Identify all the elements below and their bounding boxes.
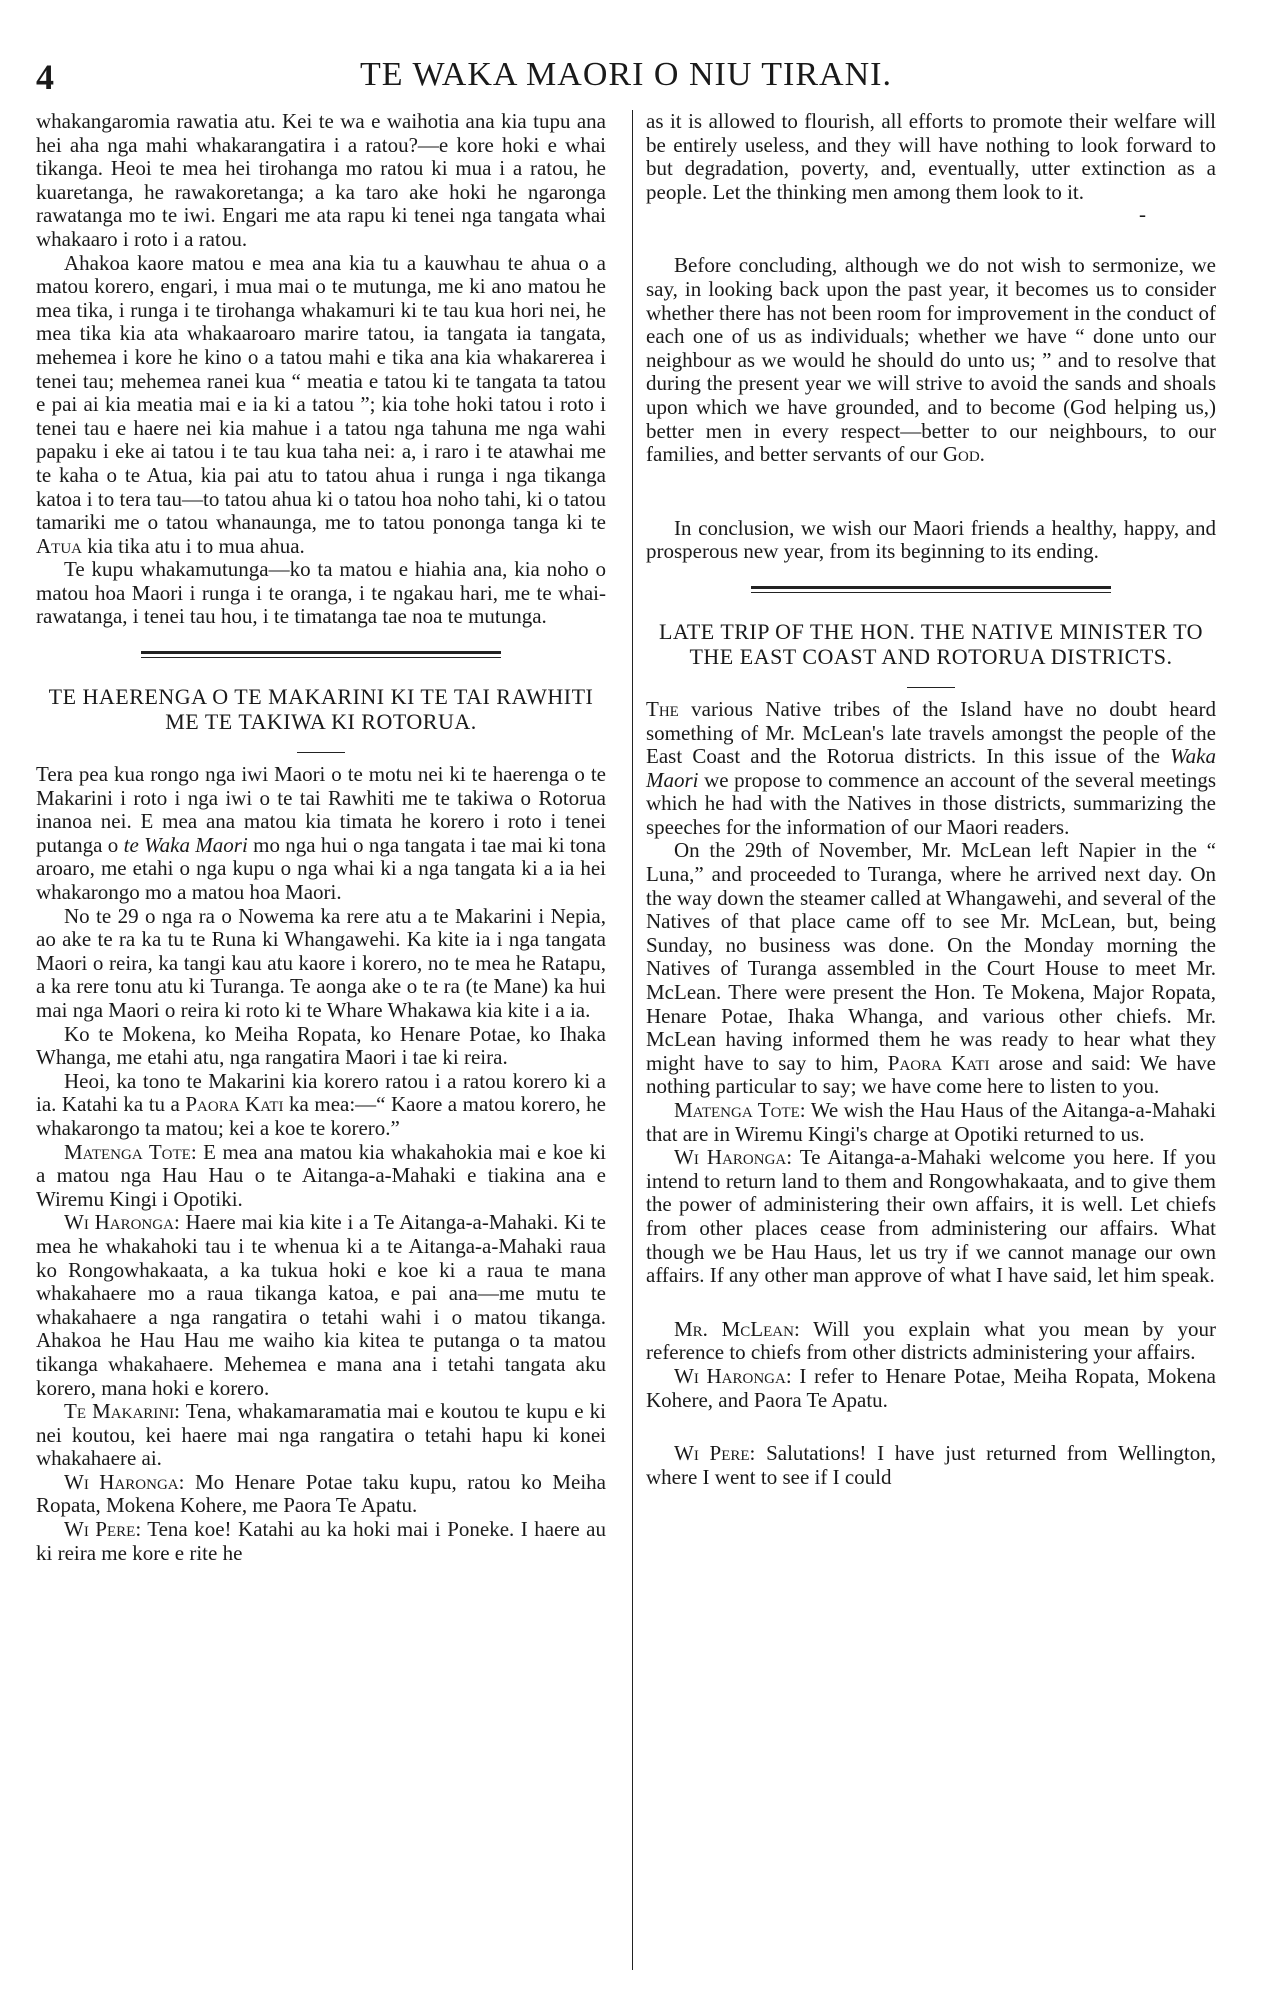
masthead-title: TE WAKA MAORI O NIU TIRANI. — [360, 56, 892, 93]
paragraph: No te 29 o nga ra o Nowema ka rere atu a te Makarini i Nepia, ao ake te ra ka tu te Runa ki Whangawehi. Ka kite ia i nga tangata Maori o reira, ka tangi kau atu kaore i korero, no te mea he Ratapu, a ka rere tonu atu ki Turanga. Te aonga ake o te ra (te Mane) ka hui mai nga Maori o reira ki roto ki te Whare Whakawa kia kite i a ia. — [36, 903, 606, 1022]
section-divider — [141, 651, 501, 658]
speech-paragraph: Matenga Tote: E mea ana matou kia whakahokia mai e koe ki a matou nga Hau Hau o te Aitanga-a-Mahaki e tiakina ana e Wiremu Kingi i Opotiki. — [36, 1139, 606, 1211]
paragraph: Heoi, ka tono te Makarini kia korero ratou i a ratou korero ki a ia. Katahi ka tu a Paora Kati ka mea:—“ Kaore a matou korero, he whakarongo ta matou; kei a koe te korero.” — [36, 1068, 606, 1140]
section-divider — [751, 586, 1111, 593]
speech-paragraph: Wi Haronga: I refer to Henare Potae, Meiha Ropata, Mokena Kohere, and Paora Te Apatu. — [646, 1363, 1216, 1412]
heading-rule — [907, 687, 955, 688]
dash-mark: - — [1139, 202, 1146, 227]
paragraph: as it is allowed to flourish, all efforts to promote their welfare will be entirely useless, and they will have nothing to look forward to but degradation, poverty, and, eventually, utter extinction as a people. Let the thinking men among them look to it. — [646, 109, 1216, 204]
page-header — [36, 52, 1216, 102]
spacer — [646, 1288, 1216, 1318]
left-column — [36, 110, 606, 1565]
spacer — [646, 467, 1216, 517]
speech-paragraph: Wi Haronga: Te Aitanga-a-Mahaki welcome you here. If you intend to return land to them and Rongowhakaata, and to give them the power of administering their own affairs, it is well. Let chiefs from other places cease from administering our affairs. What though we be Hau Haus, let us try if we cannot manage our own affairs. If any other man approve of what I have said, let him speak. — [646, 1145, 1216, 1288]
paragraph: Ko te Mokena, ko Meiha Ropata, ko Henare Potae, ko Ihaka Whanga, me etahi atu, nga rangatira Maori i tae ki reira. — [36, 1021, 606, 1070]
article-heading: TE HAERENGA O TE MAKARINI KI TE TAI RAWHITI ME TE TAKIWA KI ROTORUA. — [48, 684, 594, 735]
speech-paragraph: Wi Haronga: Haere mai kia kite i a Te Aitanga-a-Mahaki. Ki te mea he whakahoki tau i te whenua ki a te Aitanga-a-Mahaki raua ko Rongowhakaata, a ka tukua hoki e koe ki a raua te mana whakahaere mo a raua tikanga katoa, e pai ana—me mutu te whakahaere a nga rangatira o tetahi wahi i o matou tikanga. Ahakoa he Hau Hau me waiho kia kitea te putanga o ta matou tikanga whakahaere. Mehemea e mana ana i tetahi tangata aku korero, mana hoki e korero. — [36, 1210, 606, 1400]
right-column — [646, 110, 1216, 1489]
column-divider — [632, 110, 633, 1970]
paragraph: On the 29th of November, Mr. McLean left Napier in the “ Luna,” and proceeded to Turanga, where he arrived next day. On the way down the steamer called at Whangawehi, and several of the Natives of that place came off to see Mr. McLean, but, being Sunday, no business was done. On the Monday morning the Natives of Turanga assembled in the Court House to meet Mr. McLean. There were present the Hon. Te Mokena, Major Ropata, Henare Potae, Ihaka Whanga, and various other chiefs. Mr. McLean having informed them he was ready to hear what they might have to say to him, Paora Kati arose and said: We have nothing particular to say; we have come here to listen to you. — [646, 838, 1216, 1099]
speech-paragraph: Wi Haronga: Mo Henare Potae taku kupu, ratou ko Meiha Ropata, Mokena Kohere, me Paora Te Apatu. — [36, 1469, 606, 1518]
speech-paragraph: Te Makarini: Tena, whakamaramatia mai e koutou te kupu e ki nei koutou, kei haere mai nga rangatira o tetahi hapu ki konei whakahaere ai. — [36, 1399, 606, 1471]
speech-paragraph: Matenga Tote: We wish the Hau Haus of the Aitanga-a-Mahaki that are in Wiremu Kingi's charge at Opotiki returned to us. — [646, 1098, 1216, 1146]
paragraph: Te kupu whakamutunga—ko ta matou e hiahia ana, kia noho o matou hoa Maori i runga i te oranga, i te ngakau hari, me te whai-rawatanga, i tenei tau hou, i te timatanga tae noa te mutunga. — [36, 557, 606, 629]
article-heading: LATE TRIP OF THE HON. THE NATIVE MINISTER TO THE EAST COAST AND ROTORUA DISTRICTS. — [658, 618, 1204, 669]
paragraph: Tera pea kua rongo nga iwi Maori o te motu nei ki te haerenga o te Makarini i roto i nga iwi o te tai Rawhiti me te takiwa o Rotorua inanoa nei. E mea ana matou kia timata he korero i roto i tenei putanga o te Waka Maori mo nga hui o nga tangata i tae mai ki tona aroaro, me etahi o nga kupu o nga whai ki a nga tangata ki a ia hei whakarongo mo a matou hoa Maori. — [36, 762, 607, 905]
spacer — [646, 1412, 1216, 1442]
paragraph: whakangaromia rawatia atu. Kei te wa e waihotia ana kia tupu ana hei aha nga mahi whakarangatira i a ratou?—e kore hoki e whai tikanga. Heoi te mea hei tirohanga mo ratou ki mua i a ratou, he kuaretanga, he rawakoretanga; a ka taro ake hoki he ngaronga rawatanga mo te iwi. Engari me ata rapu ki tenei nga tangata whai whakaaro i roto i a ratou. — [36, 109, 606, 251]
page-number: 4 — [36, 57, 54, 97]
paragraph: The various Native tribes of the Island have no doubt heard something of Mr. McLean's late travels amongst the people of the East Coast and the Rotorua districts. In this issue of the Waka Maori we propose to commence an account of the several meetings which he had with the Natives in those districts, summarizing the speeches for the information of our Maori readers. — [646, 696, 1216, 839]
speech-paragraph: Mr. McLean: Will you explain what you mean by your reference to chiefs from other districts administering your affairs. — [646, 1316, 1216, 1365]
paragraph: Ahakoa kaore matou e mea ana kia tu a kauwhau te ahua o a matou korero, engari, i mua mai o te mutunga, me ki ano matou he mea tika, i runga i te tirohanga whakamuri ki te tau kua hori nei, he mea tika kia ata whakaaroaro marire tatou, ia tangata ia tangata, mehemea i kore he kino o a tatou mahi e tika ana kia whakarerea i tenei tau; mehemea ranei kua “ meatia e tatou ki te tangata ta tatou e pai ai kia meatia mai e ia ki a tatou ”; kia tohe hoki tatou i roto i tenei tau e haere nei kia mahue i a tatou nga tahuna me nga wahi papaku i eke ai tatou i te tau kua taha nei: a, i raro i te atawhai me te kaha o te Atua, kia pai atu to tatou ahua i runga i nga tikanga katoa i to tera tau—to tatou ahua ki o tatou hoa noho tahi, ki o tatou tamariki me o tatou whanaunga, me to tatou pononga tanga ki te Atua kia tika atu i to mua ahua. — [36, 250, 606, 558]
speech-paragraph: Wi Pere: Salutations! I have just returned from Wellington, where I went to see if I could — [646, 1441, 1216, 1489]
speech-paragraph: Wi Pere: Tena koe! Katahi au ka hoki mai i Poneke. I haere au ki reira me kore e rite he — [36, 1517, 606, 1565]
paragraph: In conclusion, we wish our Maori friends a healthy, happy, and prosperous new year, from its beginning to its ending. — [646, 515, 1216, 564]
heading-rule — [297, 752, 345, 753]
spacer — [646, 224, 1216, 254]
paragraph: Before concluding, although we do not wish to sermonize, we say, in looking back upon the past year, it becomes us to consider whether there has not been room for improvement in the conduct of each one of us as individuals; whether we have “ done unto our neighbour as we would he should do unto us; ” and to resolve that during the present year we will strive to avoid the sands and shoals upon which we have grounded, and to become (God helping us,) better men in every respect—better to our neighbours, to our families, and better servants of our God. — [646, 253, 1216, 467]
